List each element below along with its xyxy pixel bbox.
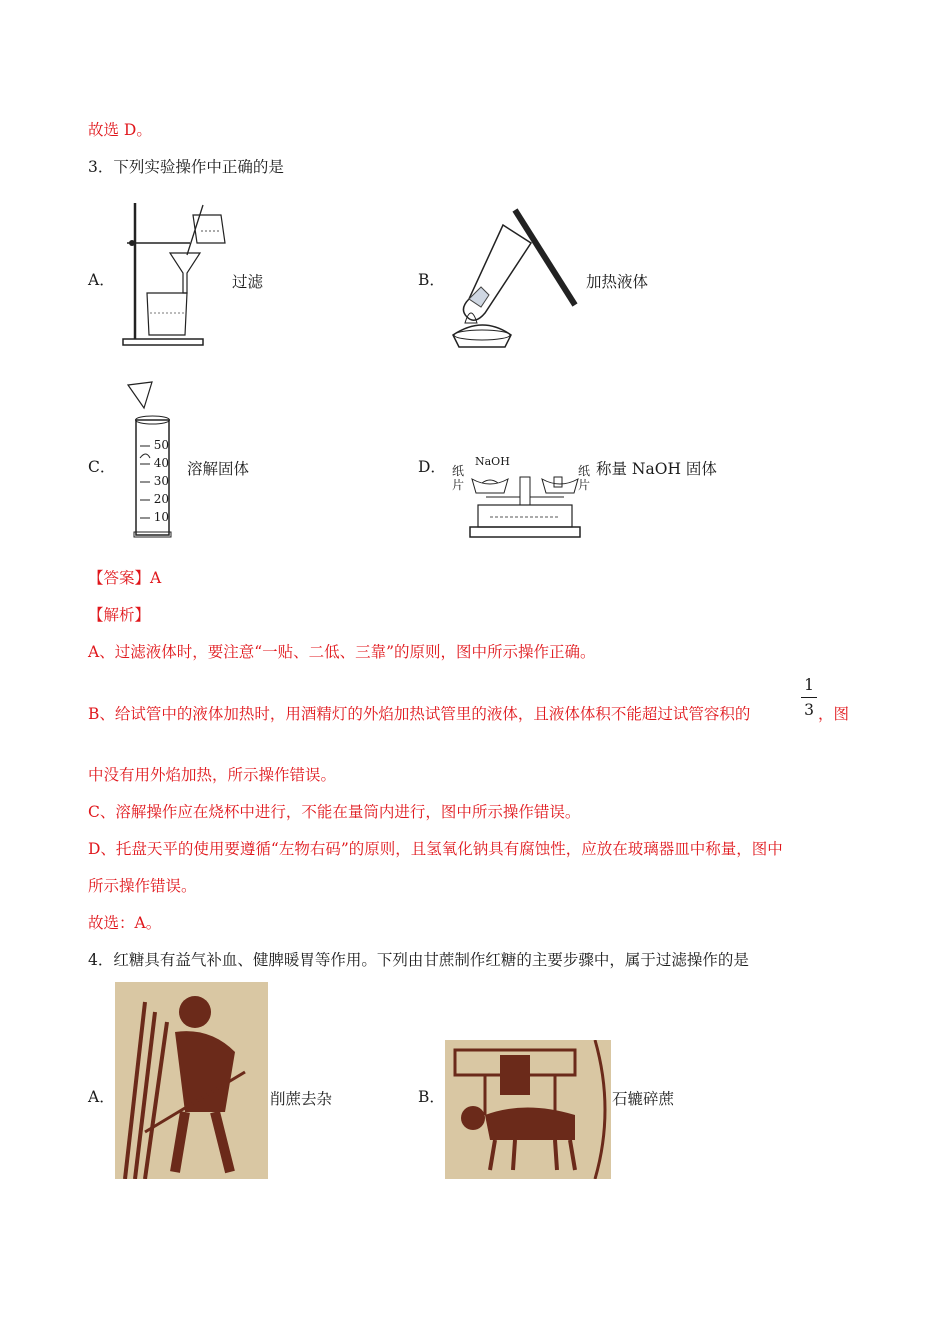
fraction-numerator: 1 [804, 676, 814, 694]
analysis-d-part2: 所示操作错误。 [88, 877, 197, 895]
answer: 【答案】A [88, 569, 162, 587]
q4-option-a-letter: A． [88, 1088, 115, 1106]
option-b-caption: 加热液体 [586, 273, 649, 291]
cane-peeling-illustration [115, 982, 268, 1179]
fraction-one-third [801, 676, 817, 719]
cylinder-mark-40: 40 [153, 456, 169, 470]
paper-label-right: 纸片 [578, 464, 591, 492]
option-c-caption: 溶解固体 [187, 460, 250, 478]
analysis-c: C、溶解操作应在烧杯中进行，不能在量筒内进行，图中所示操作错误。 [88, 803, 581, 821]
cylinder-mark-30: 30 [153, 474, 169, 488]
fraction-denominator: 3 [804, 701, 814, 719]
balance-figure [450, 455, 595, 540]
q4-option-a-caption: 削蔗去杂 [270, 1090, 333, 1108]
cylinder-mark-10: 10 [153, 510, 169, 524]
analysis-b-part2: ，图 [818, 705, 850, 723]
option-d-caption: 称量 NaOH 固体 [596, 460, 717, 478]
option-d-letter: D． [418, 458, 446, 476]
prev-conclusion: 故选 D。 [88, 121, 152, 139]
analysis-b-part3: 中没有用外焰加热，所示操作错误。 [88, 766, 337, 784]
stone-roller-illustration [445, 1040, 611, 1179]
filtration-apparatus-figure [115, 195, 230, 350]
option-c-letter: C． [88, 458, 116, 476]
option-a-caption: 过滤 [232, 273, 264, 291]
analysis-a: A、过滤液体时，要注意“一贴、二低、三靠”的原则，图中所示操作正确。 [88, 643, 596, 661]
conclusion: 故选：A。 [88, 914, 162, 932]
paper-label-left: 纸片 [452, 464, 465, 492]
question-3-stem: 3．下列实验操作中正确的是 [88, 158, 284, 176]
cylinder-mark-50: 50 [153, 438, 169, 452]
naoh-label: NaOH [475, 455, 510, 468]
analysis-b-part1: B、给试管中的液体加热时，用酒精灯的外焰加热试管里的液体，且液体体积不能超过试管容积的 [88, 705, 751, 723]
heating-liquid-figure [445, 195, 585, 355]
cylinder-mark-20: 20 [153, 492, 169, 506]
option-b-letter: B． [418, 271, 445, 289]
question-4-stem: 4．红糖具有益气补血、健脾暖胃等作用。下列由甘蔗制作红糖的主要步骤中，属于过滤操作的是 [88, 951, 749, 969]
q4-option-b-letter: B． [418, 1088, 445, 1106]
q4-option-b-caption: 石辘碎蔗 [612, 1090, 675, 1108]
analysis-d-part1: D、托盘天平的使用要遵循“左物右码”的原则，且氢氧化钠具有腐蚀性，应放在玻璃器皿中称量，图中 [88, 840, 783, 858]
option-a-letter: A． [88, 271, 115, 289]
analysis-title: 【解析】 [88, 606, 151, 624]
